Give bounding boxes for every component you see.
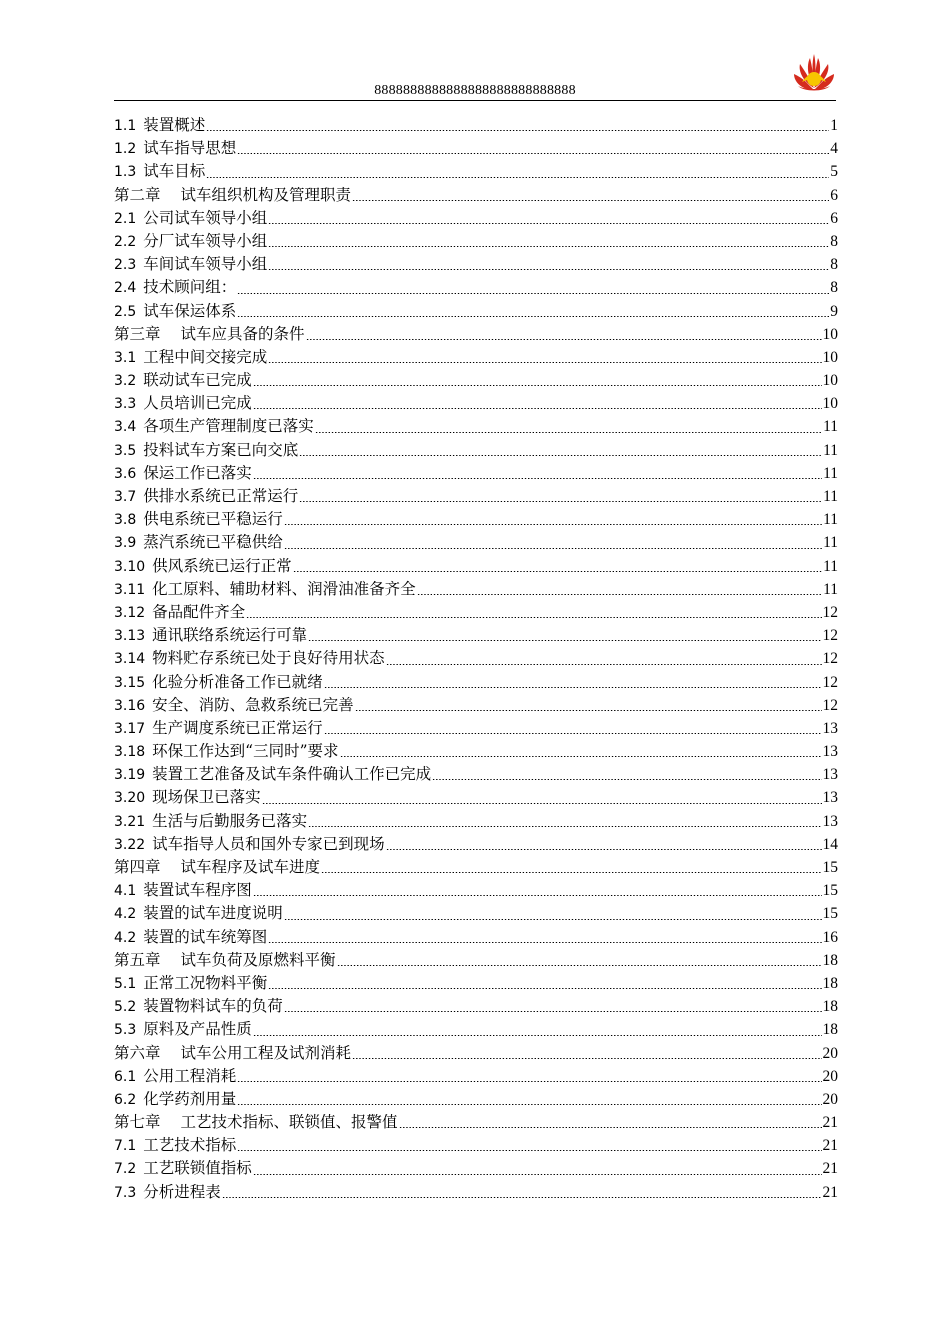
toc-entry-number: 6.1 [114, 1068, 137, 1085]
toc-entry-number: 3.17 [114, 720, 146, 737]
toc-entry-page: 9 [830, 302, 838, 320]
toc-entry-page: 16 [822, 928, 838, 946]
toc-entry-title: 供风系统已运行正常 [152, 556, 292, 575]
toc-chapter-entry[interactable] [114, 323, 838, 346]
toc-entry[interactable] [114, 485, 838, 508]
toc-entry-number: 1.1 [114, 118, 137, 134]
toc-entry-number: 3.11 [114, 581, 146, 598]
toc-entry-title: 试车负荷及原燃料平衡 [180, 950, 336, 969]
toc-entry-page: 21 [822, 1114, 838, 1132]
toc-entry-number: 3.12 [114, 604, 146, 621]
toc-entry-title: 公司试车领导小组 [143, 208, 268, 227]
toc-entry-title: 人员培训已完成 [143, 394, 252, 413]
toc-chapter-entry[interactable] [114, 856, 838, 879]
toc-entry-number: 3.22 [114, 836, 146, 853]
toc-entry-title: 装置物料试车的负荷 [143, 997, 283, 1016]
toc-dot-leader [237, 1150, 821, 1151]
toc-dot-leader [321, 872, 821, 873]
toc-entry-page: 12 [822, 696, 838, 714]
toc-entry-page: 5 [830, 163, 838, 181]
toc-entry-page: 12 [822, 673, 838, 691]
toc-entry-title: 生活与后勤服务已落实 [152, 811, 308, 830]
toc-dot-leader [299, 501, 822, 502]
toc-entry-title: 试车公用工程及试剂消耗 [180, 1043, 352, 1062]
toc-entry-page: 11 [823, 488, 838, 505]
toc-entry[interactable] [114, 717, 838, 740]
toc-entry-title: 物料贮存系统已处于良好待用状态 [152, 649, 385, 668]
toc-entry-number: 3.2 [114, 373, 137, 390]
toc-entry-number: 3.20 [114, 790, 146, 807]
toc-entry-page: 14 [822, 835, 838, 853]
toc-entry-number: 3.18 [114, 744, 146, 761]
toc-entry[interactable] [114, 647, 838, 670]
toc-dot-leader [237, 293, 829, 294]
toc-entry-number: 第七章 [114, 1113, 161, 1132]
toc-entry-page: 11 [823, 580, 838, 598]
toc-dot-leader [206, 177, 829, 178]
toc-entry-page: 18 [822, 1021, 838, 1039]
toc-entry-number: 第四章 [114, 858, 161, 876]
toc-entry-title: 装置的试车统筹图 [143, 927, 268, 946]
toc-entry-number: 6.2 [114, 1091, 137, 1108]
petrochina-logo-icon [792, 52, 836, 94]
toc-entry[interactable] [114, 276, 838, 299]
toc-entry[interactable] [114, 694, 838, 717]
toc-entry[interactable] [114, 160, 838, 183]
toc-entry-page: 15 [822, 905, 838, 923]
toc-chapter-entry[interactable] [114, 949, 838, 972]
toc-entry-number: 2.2 [114, 233, 137, 250]
toc-entry[interactable] [114, 114, 838, 137]
toc-dot-leader [284, 524, 822, 525]
toc-entry[interactable] [114, 207, 838, 230]
toc-entry-title: 正常工况物料平衡 [143, 973, 268, 992]
toc-entry-page: 4 [830, 140, 838, 158]
toc-entry-title: 通讯联络系统运行可靠 [152, 626, 308, 645]
toc-dot-leader [324, 733, 822, 734]
toc-dot-leader [237, 153, 829, 154]
toc-entry-page: 15 [822, 882, 838, 900]
toc-dot-leader [246, 617, 821, 618]
toc-entry-page: 8 [830, 256, 838, 274]
toc-entry[interactable] [114, 230, 838, 253]
toc-entry-number: 3.3 [114, 396, 137, 413]
toc-entry-number: 4.1 [114, 883, 137, 900]
toc-entry-number: 7.1 [114, 1138, 137, 1155]
toc-entry-page: 15 [822, 859, 838, 876]
toc-dot-leader [306, 339, 822, 340]
toc-dot-leader [253, 1035, 822, 1036]
toc-entry-page: 10 [822, 372, 838, 390]
toc-dot-leader [253, 1174, 822, 1175]
toc-dot-leader [355, 710, 822, 711]
header-rule [114, 100, 836, 101]
toc-entry-number: 3.14 [114, 651, 146, 668]
toc-entry[interactable] [114, 253, 838, 276]
toc-entry-page: 21 [822, 1183, 838, 1201]
toc-dot-leader [352, 1058, 821, 1059]
toc-dot-leader [337, 965, 822, 966]
toc-entry[interactable] [114, 346, 838, 369]
toc-entry-title: 供电系统已平稳运行 [143, 510, 283, 529]
toc-entry-page: 11 [823, 418, 838, 436]
toc-entry[interactable] [114, 1157, 838, 1180]
toc-entry-page: 6 [830, 209, 838, 227]
toc-entry-title: 装置概述 [143, 116, 206, 134]
toc-entry[interactable] [114, 462, 838, 485]
toc-entry-number: 2.3 [114, 257, 137, 274]
toc-entry-number: 3.7 [114, 489, 137, 505]
toc-entry-title: 投料试车方案已向交底 [143, 440, 299, 459]
toc-entry-number: 7.2 [114, 1161, 137, 1178]
toc-entry-title: 蒸汽系统已平稳供给 [143, 533, 283, 552]
toc-entry-number: 4.2 [114, 906, 137, 923]
toc-entry-title: 车间试车领导小组 [143, 255, 268, 274]
table-of-contents [114, 114, 838, 1204]
toc-dot-leader [268, 988, 821, 989]
toc-entry[interactable] [114, 995, 838, 1018]
toc-entry[interactable] [114, 810, 838, 833]
toc-entry[interactable] [114, 415, 838, 438]
toc-entry-title: 装置工艺准备及试车条件确认工作已完成 [152, 765, 432, 784]
toc-dot-leader [308, 826, 821, 827]
toc-dot-leader [253, 408, 822, 409]
toc-dot-leader [399, 1127, 822, 1128]
toc-entry-number: 3.10 [114, 558, 146, 575]
toc-entry[interactable] [114, 833, 838, 856]
toc-entry[interactable] [114, 508, 838, 531]
toc-entry-title: 试车程序及试车进度 [180, 858, 321, 876]
toc-dot-leader [432, 779, 821, 780]
toc-entry-title: 环保工作达到“三同时”要求 [152, 742, 339, 761]
toc-entry-number: 3.9 [114, 535, 137, 552]
toc-entry-title: 装置的试车进度说明 [143, 904, 283, 923]
toc-entry-title: 公用工程消耗 [143, 1066, 237, 1085]
toc-chapter-entry[interactable] [114, 1111, 838, 1134]
toc-entry-page: 18 [822, 998, 838, 1016]
toc-entry-title: 试车应具备的条件 [180, 324, 305, 343]
toc-entry-page: 10 [822, 325, 838, 343]
toc-entry-page: 1 [830, 117, 838, 134]
toc-entry-title: 技术顾问组： [143, 278, 237, 297]
toc-dot-leader [237, 316, 829, 317]
toc-entry-page: 13 [822, 789, 838, 807]
toc-dot-leader [324, 687, 822, 688]
toc-dot-leader [253, 385, 822, 386]
toc-entry[interactable] [114, 1134, 838, 1157]
toc-entry-page: 10 [822, 395, 838, 413]
toc-entry-page: 12 [822, 627, 838, 645]
toc-dot-leader [268, 942, 821, 943]
header-title: 8888888888888888888888888888 [374, 83, 576, 98]
toc-entry-page: 6 [830, 186, 838, 204]
toc-entry-title: 化验分析准备工作已就绪 [152, 672, 323, 691]
toc-entry-title: 工艺联锁值指标 [143, 1159, 252, 1178]
toc-dot-leader [268, 362, 821, 363]
toc-entry-page: 21 [822, 1160, 838, 1178]
toc-dot-leader [284, 548, 822, 549]
toc-entry-number: 3.6 [114, 465, 137, 482]
toc-entry-number: 第五章 [114, 950, 161, 969]
toc-dot-leader [284, 1011, 822, 1012]
toc-entry-number: 5.1 [114, 975, 137, 992]
toc-entry[interactable] [114, 300, 838, 323]
toc-entry-number: 3.15 [114, 674, 146, 691]
toc-entry-page: 11 [823, 534, 838, 552]
toc-dot-leader [386, 849, 822, 850]
toc-entry-number: 1.2 [114, 141, 137, 158]
toc-chapter-entry[interactable] [114, 1042, 838, 1065]
toc-entry-title: 供排水系统已正常运行 [143, 487, 299, 505]
toc-dot-leader [268, 223, 829, 224]
toc-dot-leader [268, 269, 829, 270]
toc-dot-leader [237, 1104, 821, 1105]
toc-entry[interactable] [114, 972, 838, 995]
toc-entry-page: 11 [823, 557, 838, 575]
toc-entry[interactable] [114, 439, 838, 462]
toc-entry-title: 备品配件齐全 [152, 602, 246, 621]
toc-dot-leader [262, 803, 822, 804]
toc-entry-title: 试车保运体系 [143, 301, 237, 320]
toc-dot-leader [352, 200, 829, 201]
toc-entry-number: 3.8 [114, 512, 137, 529]
toc-entry[interactable] [114, 578, 838, 601]
toc-entry-title: 生产调度系统已正常运行 [152, 718, 323, 737]
toc-entry[interactable] [114, 902, 838, 925]
toc-entry-title: 装置试车程序图 [143, 881, 252, 900]
toc-dot-leader [222, 1197, 822, 1198]
toc-entry[interactable] [114, 671, 838, 694]
toc-entry-page: 13 [822, 766, 838, 784]
toc-entry-number: 7.3 [114, 1184, 137, 1201]
toc-entry-number: 2.4 [114, 280, 137, 297]
toc-entry[interactable] [114, 601, 838, 624]
toc-entry-page: 11 [823, 511, 838, 529]
toc-entry-title: 工艺技术指标、联锁值、报警值 [180, 1113, 398, 1132]
toc-entry[interactable] [114, 369, 838, 392]
toc-entry-page: 8 [830, 232, 838, 250]
toc-entry-title: 分析进程表 [143, 1182, 221, 1201]
toc-entry-page: 13 [822, 812, 838, 830]
toc-entry-page: 21 [822, 1137, 838, 1155]
toc-dot-leader [340, 756, 822, 757]
toc-dot-leader [293, 571, 822, 572]
toc-entry-title: 试车指导人员和国外专家已到现场 [152, 834, 385, 853]
toc-entry-number: 第二章 [114, 185, 161, 204]
toc-dot-leader [284, 919, 822, 920]
toc-entry-title: 安全、消防、急救系统已完善 [152, 695, 354, 714]
toc-entry[interactable] [114, 786, 838, 809]
toc-entry-page: 20 [822, 1090, 838, 1108]
toc-entry-title: 现场保卫已落实 [152, 788, 261, 807]
toc-entry-title: 分厂试车领导小组 [143, 231, 268, 250]
toc-entry-title: 工艺技术指标 [143, 1136, 237, 1155]
toc-entry-number: 3.1 [114, 349, 137, 366]
toc-entry-page: 10 [822, 348, 838, 366]
toc-entry-page: 18 [822, 951, 838, 969]
toc-entry[interactable] [114, 1181, 838, 1204]
toc-dot-leader [315, 432, 822, 433]
toc-entry-number: 第六章 [114, 1043, 161, 1062]
toc-entry[interactable] [114, 740, 838, 763]
toc-entry-number: 4.2 [114, 929, 137, 946]
toc-entry-number: 第三章 [114, 324, 161, 343]
toc-entry[interactable] [114, 624, 838, 647]
toc-entry[interactable] [114, 1065, 838, 1088]
toc-entry-number: 3.21 [114, 813, 146, 830]
toc-entry[interactable] [114, 137, 838, 160]
toc-entry-number: 5.3 [114, 1022, 137, 1039]
toc-entry-page: 13 [822, 719, 838, 737]
toc-entry[interactable] [114, 531, 838, 554]
toc-entry-title: 联动试车已完成 [143, 371, 252, 390]
toc-entry-page: 13 [822, 743, 838, 761]
toc-entry-page: 20 [822, 1044, 838, 1062]
toc-entry[interactable] [114, 1088, 838, 1111]
toc-entry-number: 3.4 [114, 419, 137, 436]
toc-dot-leader [299, 455, 822, 456]
toc-entry-title: 保运工作已落实 [143, 463, 252, 482]
toc-entry-title: 试车组织机构及管理职责 [180, 185, 352, 204]
toc-dot-leader [308, 640, 821, 641]
toc-entry-number: 3.13 [114, 628, 146, 645]
toc-entry[interactable] [114, 392, 838, 415]
toc-entry-page: 11 [823, 464, 838, 482]
toc-dot-leader [237, 1081, 821, 1082]
toc-entry-title: 化工原料、辅助材料、润滑油准备齐全 [152, 579, 416, 598]
toc-entry-number: 2.5 [114, 303, 137, 320]
toc-entry-title: 各项生产管理制度已落实 [143, 417, 314, 436]
toc-entry-number: 3.5 [114, 442, 137, 459]
toc-entry[interactable] [114, 763, 838, 786]
toc-entry-number: 3.19 [114, 767, 146, 784]
toc-entry-page: 20 [822, 1067, 838, 1085]
toc-entry-number: 3.16 [114, 697, 146, 714]
toc-dot-leader [206, 130, 829, 131]
toc-entry[interactable] [114, 926, 838, 949]
toc-entry-number: 5.2 [114, 999, 137, 1016]
toc-entry-title: 原料及产品性质 [143, 1020, 252, 1039]
toc-entry-title: 试车目标 [143, 162, 206, 181]
toc-entry[interactable] [114, 1018, 838, 1041]
toc-entry[interactable] [114, 879, 838, 902]
toc-chapter-entry[interactable] [114, 184, 838, 207]
toc-entry-number: 1.3 [114, 164, 137, 181]
toc-dot-leader [253, 895, 822, 896]
toc-entry-page: 12 [822, 603, 838, 621]
toc-dot-leader [268, 246, 829, 247]
toc-entry[interactable] [114, 555, 838, 578]
toc-entry-page: 18 [822, 974, 838, 992]
toc-entry-number: 2.1 [114, 210, 137, 227]
toc-entry-page: 12 [822, 650, 838, 668]
toc-entry-page: 8 [830, 279, 838, 297]
toc-entry-title: 工程中间交接完成 [143, 347, 268, 366]
toc-entry-title: 化学药剂用量 [143, 1089, 237, 1108]
toc-dot-leader [417, 594, 822, 595]
toc-entry-page: 11 [823, 441, 838, 459]
toc-entry-title: 试车指导思想 [143, 139, 237, 158]
toc-dot-leader [386, 664, 822, 665]
toc-dot-leader [253, 478, 822, 479]
